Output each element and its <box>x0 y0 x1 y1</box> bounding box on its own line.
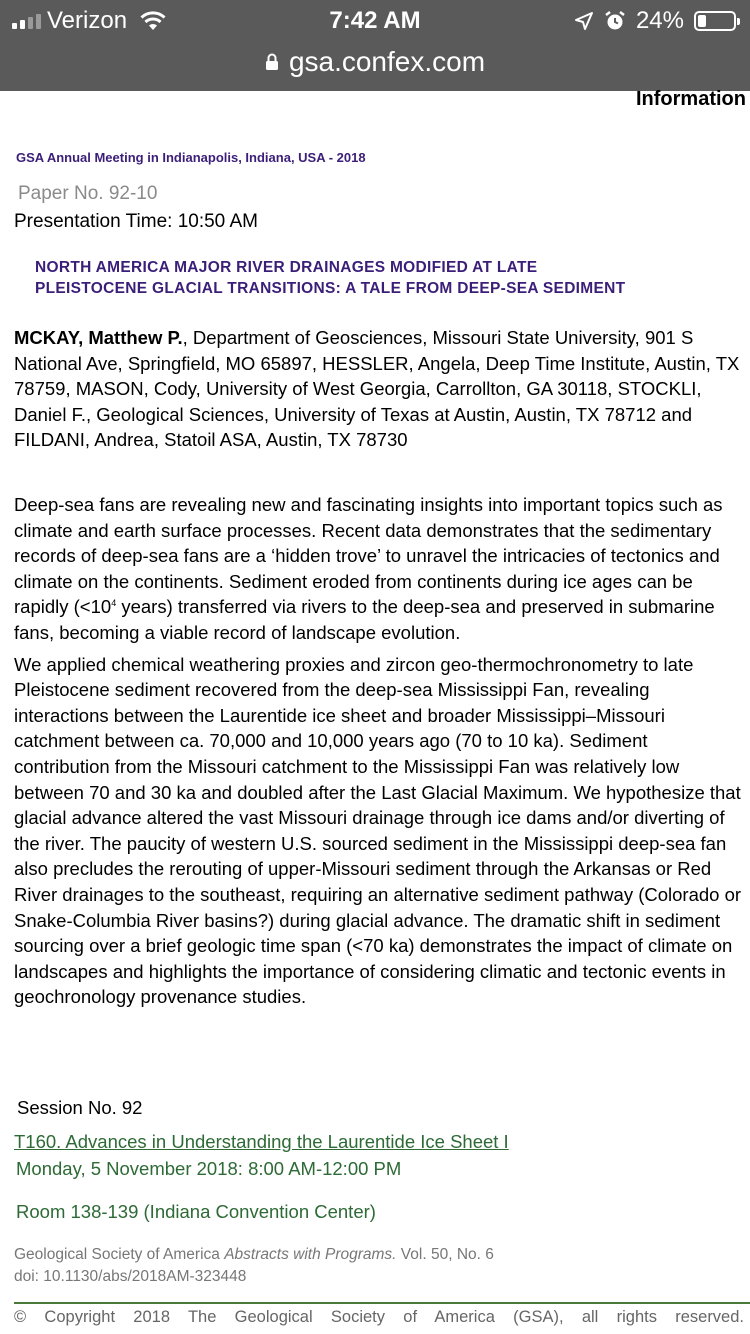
session-datetime: Monday, 5 November 2018: 8:00 AM-12:00 PM <box>16 1158 402 1179</box>
session-room: Room 138-139 (Indiana Convention Center) <box>16 1201 376 1222</box>
authors-affiliations: , Department of Geosciences, Missouri State University, 901 S National Ave, Springfield, MO 65897, HESSLER, Angela, Deep Time Institute, Austin, TX 78759, MASON, Cody, University of West Georgia, Carrollton, GA 30118, STOCKLI, Daniel F., Geological Sciences, University of Texas at Austin, Austin, TX 78712 and FILDANI, Andrea, Statoil ASA, Austin, TX 78730 <box>14 327 740 451</box>
session-number: Session No. 92 <box>17 1097 143 1118</box>
abstract-text: Deep-sea fans are revealing new and fascinating insights into important topics such as climate and earth surface processes. Recent data demonstrates that the sedimentary records of deep-sea fans are a ‘hidden trove’ to unravel the intricacies of tectonics and climate on the continents. Sediment eroded from continents during ice ages can be rapidly (<10 <box>14 494 723 618</box>
url-text: gsa.confex.com <box>288 46 486 77</box>
citation-volume: Vol. 50, No. 6 <box>396 1246 494 1263</box>
carrier-name: Verizon <box>47 7 128 34</box>
citation-doi: doi: 10.1130/abs/2018AM-323448 <box>14 1268 247 1285</box>
abstract-paragraph: We applied chemical weathering proxies and zircon geo-thermochronometry to late Pleistocene sediment recovered from the deep-sea Mississippi Fan, revealing interactions between the Laurentide ice sheet and broader Mississippi–Missouri catchment between ca. 70,000 and 10,000 years ago (70 to 10 ka). Sediment contribution from the Missouri catchment to the Mississippi Fan was relatively low between 70 and 30 ka and doubled after the Last Glacial Maximum. We hypothesize that glacial advance altered the vast Missouri drainage through ice dams and/or diverting of the river. The paucity of western U.S. sourced sediment in the Mississippi deep-sea fan also precludes the rerouting of upper-Missouri sediment through the Arkansas or Red River drainages to the southeast, requiring an alternative sediment pathway (Colorado or Snake-Columbia River basins?) during glacial advance. The dramatic shift in sediment sourcing over a brief geologic time span (<70 ka) demonstrates the impact of climate on landscapes and highlights the importance of considering climatic and tectonic events in geochronology provenance studies. <box>14 653 742 1008</box>
citation <box>14 1244 494 1288</box>
abstract-text: years) transferred via rivers to the deep-sea and preserved in submarine fans, becoming a viable record of landscape evolution. <box>14 596 715 643</box>
battery-icon <box>694 11 736 31</box>
superscript: 4 <box>111 598 117 609</box>
paper-number: Paper No. 92-10 <box>18 183 158 204</box>
meeting-title: GSA Annual Meeting in Indianapolis, Indiana, USA - 2018 <box>16 150 366 165</box>
paper-title <box>35 257 735 299</box>
presentation-time: Presentation Time: 10:50 AM <box>14 211 258 232</box>
status-bar-right <box>574 6 736 36</box>
abstract <box>14 492 748 1016</box>
citation-prefix: Geological Society of America <box>14 1246 225 1263</box>
information-link[interactable]: Information <box>636 88 746 110</box>
citation-journal: Abstracts with Programs. <box>224 1246 397 1263</box>
alarm-icon <box>604 10 626 32</box>
browser-chrome <box>0 0 750 91</box>
lock-icon <box>265 53 279 71</box>
battery-fill <box>698 15 706 27</box>
url-bar[interactable] <box>0 42 750 82</box>
location-arrow-icon <box>574 11 594 31</box>
battery-percent: 24% <box>635 7 684 34</box>
authors <box>14 325 744 453</box>
copyright: © Copyright 2018 The Geological Society of America (GSA), all rights reserved. <box>14 1308 744 1326</box>
status-time: 7:42 AM <box>329 7 421 34</box>
footer-divider <box>14 1302 750 1304</box>
paper-title-line: NORTH AMERICA MAJOR RIVER DRAINAGES MODIFIED AT LATE <box>35 259 538 276</box>
session-link[interactable]: T160. Advances in Understanding the Laurentide Ice Sheet I <box>14 1131 509 1152</box>
lead-author: MCKAY, Matthew P. <box>14 327 183 348</box>
paper-title-line: PLEISTOCENE GLACIAL TRANSITIONS: A TALE FROM DEEP-SEA SEDIMENT <box>35 280 626 297</box>
abstract-paragraph <box>14 492 748 646</box>
citation-source <box>14 1244 494 1266</box>
